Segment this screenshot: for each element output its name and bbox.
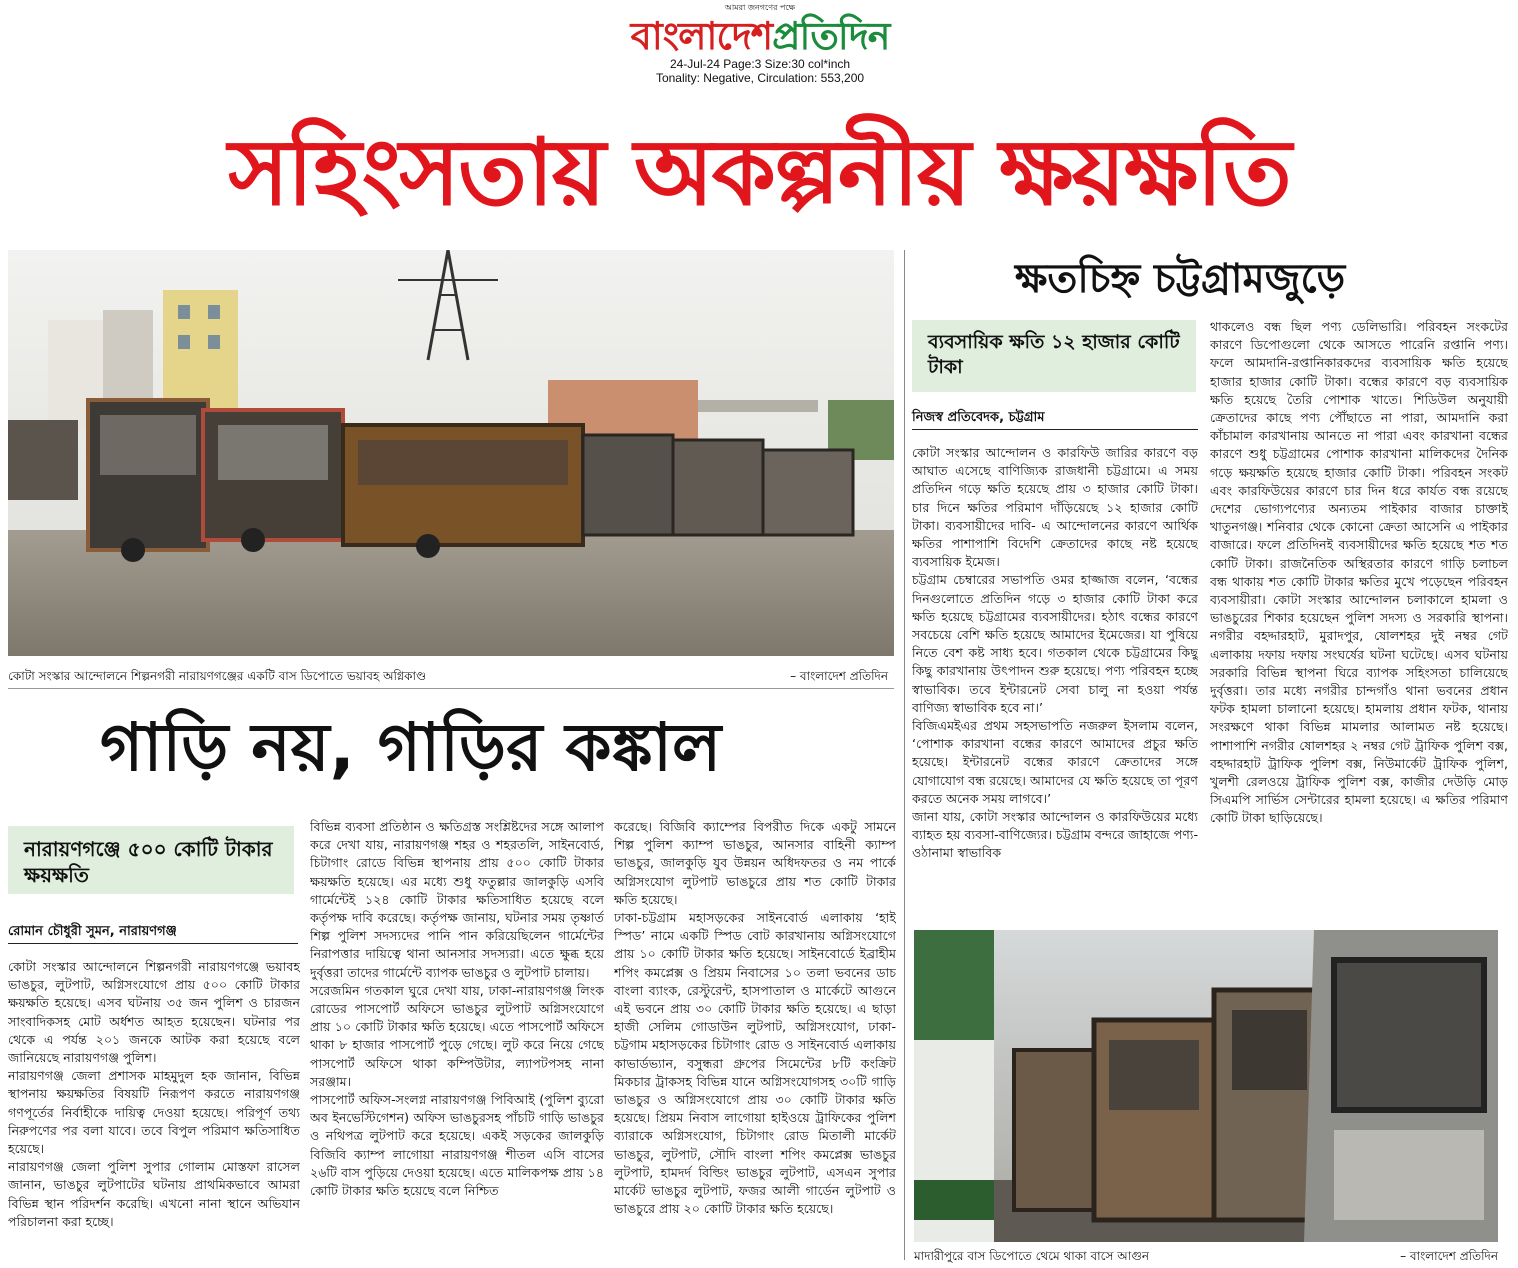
story1-col2-para: সরেজমিন গতকাল ঘুরে দেখা যায়, ঢাকা-নারায়ণগঞ্জ লিংক রোডের পাসপোর্ট অফিসে ভাঙচুর লুটপাট অগ্নিসংযোগে প্রায় ১০ কোটি টাকার ক্ষতি হয়েছে। এতে পাসপোর্ট অফিসে থাকা ৮ হাজার পাসপোর্ট পুড়ে গেছে। লুট করে নিয়ে গেছে পাসপোর্ট অফিসে থাকা কম্পিউটার, ল্যাপটপসহ নানা সরঞ্জাম।: [310, 982, 604, 1089]
story2-column-2: [1210, 318, 1508, 914]
story1-column-1: [8, 958, 300, 1268]
photo2-caption-row: [914, 1248, 1498, 1264]
story2-col1-para: কোটা সংস্কার আন্দোলন ও কারফিউ জারির কারণে বড় আঘাত এসেছে বাণিজ্যিক রাজধানী চট্টগ্রামে। এ সময় প্রতিদিন গড়ে ক্ষতি হয়েছে প্রায় ৩ হাজার কোটি টাকা। চার দিনে ক্ষতির পরিমাণ দাঁড়িয়েছে ১২ হাজার কোটি টাকা। ব্যবসায়ীদের দাবি- এ আন্দোলনের কারণে আর্থিক ক্ষতির পাশাপাশি বিদেশি ক্রেতাদের কাছে নষ্ট হয়েছে ব্যবসায়িক ইমেজ।: [912, 445, 1198, 570]
logo-part1: বাংলাদেশ: [630, 14, 773, 58]
story1-subhead: নারায়ণগঞ্জে ৫০০ কোটি টাকার ক্ষয়ক্ষতি: [8, 826, 294, 894]
story1-column-2: [310, 818, 604, 1268]
story1-byline: রোমান চৌধুরী সুমন, নারায়ণগঞ্জ: [8, 924, 298, 944]
burnt-bus-depot-photo: [8, 250, 894, 656]
story-divider: [904, 250, 905, 1260]
story1-column-3: [614, 818, 896, 1268]
story1-col2-para: বিভিন্ন ব্যবসা প্রতিষ্ঠান ও ক্ষতিগ্রস্ত সংশ্লিষ্টদের সঙ্গে আলাপ করে দেখা যায়, নারায়ণগঞ্জ শহর ও শহরতলি, সাইনবোর্ড, চিটাগাং রোডে বিভিন্ন স্থাপনায় প্রায় ৫০০ কোটি টাকার ক্ষয়ক্ষতি হয়েছে। এর মধ্যে শুধু ফতুল্লার জালকুড়ি এসবি গার্মেন্টেই ১২৪ কোটি টাকার ক্ষতিসাধিত হয়েছে বলে কর্তৃপক্ষ দাবি করেছে। কর্তৃপক্ষ জানায়, ঘটনার সময় তৃষ্ণার্ত শিল্প পুলিশ সদস্যদের পানি পান করিয়েছিলেন গার্মেন্টের নিরাপত্তার দায়িত্বে থানা আনসার সদস্যরা। এতে ক্ষুব্ধ হয়ে দুর্বৃত্তরা তাদের গার্মেন্টে ব্যাপক ভাঙচুর ও লুটপাট চালায়।: [310, 819, 604, 980]
story2-headline: ক্ষতচিহ্ন চট্টগ্রামজুড়ে: [1015, 256, 1346, 302]
story2-column-1: [912, 444, 1198, 914]
story1-col1-para: নারায়ণগঞ্জ জেলা প্রশাসক মাহমুদুল হক জানান, বিভিন্ন স্থাপনায় ক্ষয়ক্ষতির বিষয়টি নিরূপণ করতে নারায়ণগঞ্জ গণপূর্তের নির্বাহীকে দায়িত্ব দেওয়া হয়েছে। পরিপূর্ণ তথ্য নিরুপণের পর বলা যাবে। তবে বিপুল পরিমাণ ক্ষতিসাধিত হয়েছে।: [8, 1068, 300, 1157]
photo2-illustration: [914, 930, 1498, 1242]
photo1-caption: কোটা সংস্কার আন্দোলনে শিল্পনগরী নারায়ণগঞ্জের একটি বাস ডিপোতে ভয়াবহ অগ্নিকাণ্ড: [8, 669, 427, 683]
story1-col3-para: ঢাকা-চট্টগ্রাম মহাসড়কের সাইনবোর্ড এলাকায় ‘হাই স্পিড’ নামে একটি স্পিড বোট কারখানায় অগ্নিসংযোগে প্রায় ১০ কোটি টাকার ক্ষতি হয়েছে। সাইনবোর্ডে ইব্রাহীম শপিং কমপ্লেক্স ও প্রিয়ম নিবাসের ১০ তলা ভবনের ডাচ বাংলা ব্যাংক, রেস্টুরেন্ট, হাসপাতাল ও মার্কেটে আগুনে এই ভবনে প্রায় ৩০ কোটি টাকার ক্ষতি হয়েছে। এ ছাড়া হাজী সেলিম গোডাউন লুটপাট, অগ্নিসংযোগ, ঢাকা-চট্টগাম মহাসড়কের চিটাগাং রোড ও সাইনবোর্ড এলাকায় কাভার্ডভ্যান, বসুন্ধরা গ্রুপের সিমেন্টের ৮টি কংক্রিট মিকচার ট্রাকসহ বিভিন্ন যানে অগ্নিসংযোগসহ ৩০টি গাড়ি ভাঙচুর ও অগ্নিসংযোগে প্রায় ৩০ কোটি টাকার ক্ষতি হয়েছে। প্রিয়ম নিবাস লাগোয়া হাইওয়ে ট্রাফিকের পুলিশ ব্যারাকে অগ্নিসংযোগ, চিটাগাং রোড মিতালী মার্কেট ভাঙচুর, লুটপাট, সৌদি বাংলা শপিং কমপ্লেক্স ভাঙচুর লুটপাট, হামদর্দ বিল্ডিং ভাঙচুর লুটপাট, এসএন সুপার মার্কেট ভাঙচুর লুটপাট, ফজর আলী গার্ডেন লুটপাট ও ভাঙচুরে প্রায় ২০ কোটি টাকার ক্ষতি হয়েছে।: [614, 910, 896, 1217]
photo2-credit: – বাংলাদেশ প্রতিদিন: [1400, 1249, 1498, 1263]
story2-col2-para: থাকলেও বন্ধ ছিল পণ্য ডেলিভারি। পরিবহন সংকটের কারণে ডিপোগুলো থেকে আসতে পারেনি রপ্তানি পণ্য। ফলে আমদানি-রপ্তানিকারকদের ব্যবসায়িক ক্ষতি হয়েছে হাজার হাজার কোটি টাকা। বন্ধের কারণে বড় ব্যবসায়িক ক্ষতি হয়েছে তৈরি পোশাক খাতে। শিডিউল অনুযায়ী ক্রেতাদের কাছে পণ্য পৌঁছাতে না পারা, আমদানি করা কাঁচামাল কারখানায় আনতে না পারা এবং কারখানা বন্ধের কারণে শুধু চট্টগ্রামের পোশাক কারখানা মালিকদের দৈনিক গড়ে ক্ষয়ক্ষতি হয়েছে হাজার কোটি টাকা। পরিবহন সংকট এবং কারফিউয়ের কারণে চার দিন ধরে কার্যত বন্ধ রয়েছে দেশের ভোগ্যপণ্যের অন্যতম পাইকার বাজার চাক্তাই খাতুনগঞ্জ। শনিবার থেকে কোনো ক্রেতা আসেনি এ পাইকার বাজারে। ফলে প্রতিদিনই ব্যবসায়ীদের ক্ষতি হয়েছে শত শত কোটি টাকা। রাজনৈতিক অস্থিরতার কারণে গাড়ি চলাচল বন্ধ থাকায় শত কোটি টাকার ক্ষতির মুখে পড়েছেন পরিবহন ব্যবসায়ীরা। কোটা সংস্কার আন্দোলন চলাকালে হামলা ও ভাঙচুরের শিকার হয়েছেন পুলিশ সদস্য ও সরকারি স্থাপনা। নগরীর বহদ্দারহাট, মুরাদপুর, ষোলশহর দুই নম্বর গেট এলাকায় দফায় দফায় সংঘর্ষের ঘটনা ঘটেছে। এসব ঘটনায় সরকারি বিভিন্ন স্থাপনা ঘিরে ব্যাপক সহিংসতা চালিয়েছে দুর্বৃত্তরা। তার মধ্যে নগরীর চান্দগাঁও থানা ভবনের প্রধান ফটক হামলা চালানো হয়েছে। হামলায় প্রধান ফটক, থানায় সংরক্ষণে থাকা বিভিন্ন মামলার আলামত নষ্ট হয়েছে। পাশাপাশি নগরীর ষোলশহর ২ নম্বর গেট ট্রাফিক পুলিশ বক্স, বহদ্দারহাট ট্রাফিক পুলিশ বক্স, নিউমার্কেট ট্রাফিক পুলিশ, খুলশী রেলওয়ে ট্রাফিক পুলিশ বক্স, কাজীর দেউড়ি মোড় সিএমপি সার্ভিস সেন্টারের হামলা হয়েছে। এ ক্ষতির পরিমাণ কোটি টাকা ছাড়িয়েছে।: [1210, 319, 1508, 826]
clipping-meta-line2: Tonality: Negative, Circulation: 553,200: [655, 71, 865, 85]
photo1-caption-row: [8, 668, 894, 684]
madaripur-bus-fire-photo: [914, 930, 1498, 1242]
story1-col1-para: নারায়ণগঞ্জ জেলা পুলিশ সুপার গোলাম মোস্তফা রাসেল জানান, ভাঙচুর লুটপাটের ঘটনায় প্রাথমিকভাবে আমরা বিভিন্ন স্থান পরিদর্শন করেছি। এখনো নানা স্থানে অভিযান পরিচালনা করা হচ্ছে।: [8, 1159, 300, 1229]
story1-col2-para: পাসপোর্ট অফিস-সংলগ্ন নারায়ণগঞ্জ পিবিআই (পুলিশ ব্যুরো অব ইনভেস্টিগেশন) অফিস ভাঙচুরসহ পাঁচটি গাড়ি ভাঙচুর ও নথিপত্র লুটপাট করে হয়েছে। একই সড়কের জালকুড়ি বিজিবি ক্যাম্প লাগোয়া নারায়ণগঞ্জ শীতল এসি বাসের ২৬টি বাস পুড়িয়ে দেওয়া হয়েছে। এতে মালিকপক্ষ প্রায় ১৪ কোটি টাকার ক্ষতি হয়েছে বলে নিশ্চিত: [310, 1092, 604, 1199]
masthead: [560, 2, 960, 97]
newspaper-logo: [560, 15, 960, 57]
photo1-credit: – বাংলাদেশ প্রতিদিন: [790, 669, 888, 683]
masthead-tagline: আমরা জনগণের পক্ষে: [724, 3, 796, 12]
main-headline: সহিংসতায় অকল্পনীয় ক্ষয়ক্ষতি: [228, 119, 1290, 226]
story2-subhead: ব্যবসায়িক ক্ষতি ১২ হাজার কোটি টাকা: [912, 320, 1196, 392]
photo1-caption-rule: [8, 688, 894, 689]
story2-byline: নিজস্ব প্রতিবেদক, চট্টগ্রাম: [912, 410, 1198, 430]
logo-part2: প্রতিদিন: [772, 14, 890, 58]
story1-col3-para: করেছে। বিজিবি ক্যাম্পের বিপরীত দিকে একটু সামনে শিল্প পুলিশ ক্যাম্প ভাঙচুর, আনসার বাহিনী ক্যাম্প ভাঙচুর, জালকুড়ি যুব উন্নয়ন অধিদফতর ও নম পার্কে অগ্নিসংযোগ লুটপাট ভাঙচুরে প্রায় শত কোটি টাকার ক্ষতি হয়েছে।: [614, 819, 896, 907]
story2-col1-para: চট্টগ্রাম চেম্বারের সভাপতি ওমর হাজ্জাজ বলেন, ‘বন্ধের দিনগুলোতে প্রতিদিন গড়ে ৩ হাজার কোটি টাকা করে ক্ষতি হয়েছে চট্টগ্রামের ব্যবসায়ীদের। হঠাৎ বন্ধের কারণে সবচেয়ে বেশি ক্ষতি হয়েছে আমাদের ইমেজের। যা পুষিয়ে নিতে বেশ কষ্ট সাধ্য হবে। গতকাল থেকে চট্টগ্রামের কিছু কিছু কারখানায় উৎপাদন শুরু হয়েছে। পণ্য পরিবহন হচ্ছে স্বাভাবিক। তবে ইন্টারনেট সেবা চালু না হওয়া পর্যন্ত বাণিজ্য স্বাভাবিক হবে না।’: [912, 572, 1198, 715]
photo-illustration: [8, 250, 894, 656]
story2-col1-para: জানা যায়, কোটা সংস্কার আন্দোলন ও কারফিউয়ের মধ্যে ব্যাহত হয় ব্যবসা-বাণিজ্যের। চট্টগ্রাম বন্দরে জাহাজে পণ্য-ওঠানামা স্বাভাবিক: [912, 809, 1198, 861]
story1-col1-para: কোটা সংস্কার আন্দোলনে শিল্পনগরী নারায়ণগঞ্জে ভয়াবহ ভাঙচুর, লুটপাট, অগ্নিসংযোগে প্রায় ৫০০ কোটি টাকার ক্ষয়ক্ষতি হয়েছে। এসব ঘটনায় ৩৫ জন পুলিশ ও চারজন সাংবাদিকসহ মোট অর্ধশত আহত হয়েছেন। ঘটনার পর থেকে এ পর্যন্ত ২০১ জনকে আটক করা হয়েছে বলে জানিয়েছে নারায়ণগঞ্জ পুলিশ।: [8, 959, 300, 1066]
photo2-caption: মাদারীপুরে বাস ডিপোতে থেমে থাকা বাসে আগুন: [914, 1249, 1150, 1263]
story1-headline: গাড়ি নয়, গাড়ির কঙ্কাল: [100, 709, 722, 786]
story2-col1-para: বিজিএমইএর প্রথম সহসভাপতি নজরুল ইসলাম বলেন, ‘পোশাক কারখানা বন্ধের কারণে আমাদের প্রচুর ক্ষতি হয়েছে। ইন্টারনেট বন্ধের কারণে ক্রেতাদের সঙ্গে যোগাযোগ বন্ধ রয়েছে। আমাদের যে ক্ষতি হয়েছে তা পূরণ করতে অনেক সময় লাগবে।’: [912, 718, 1198, 806]
clipping-meta-line1: 24-Jul-24 Page:3 Size:30 col*inch: [669, 57, 851, 71]
